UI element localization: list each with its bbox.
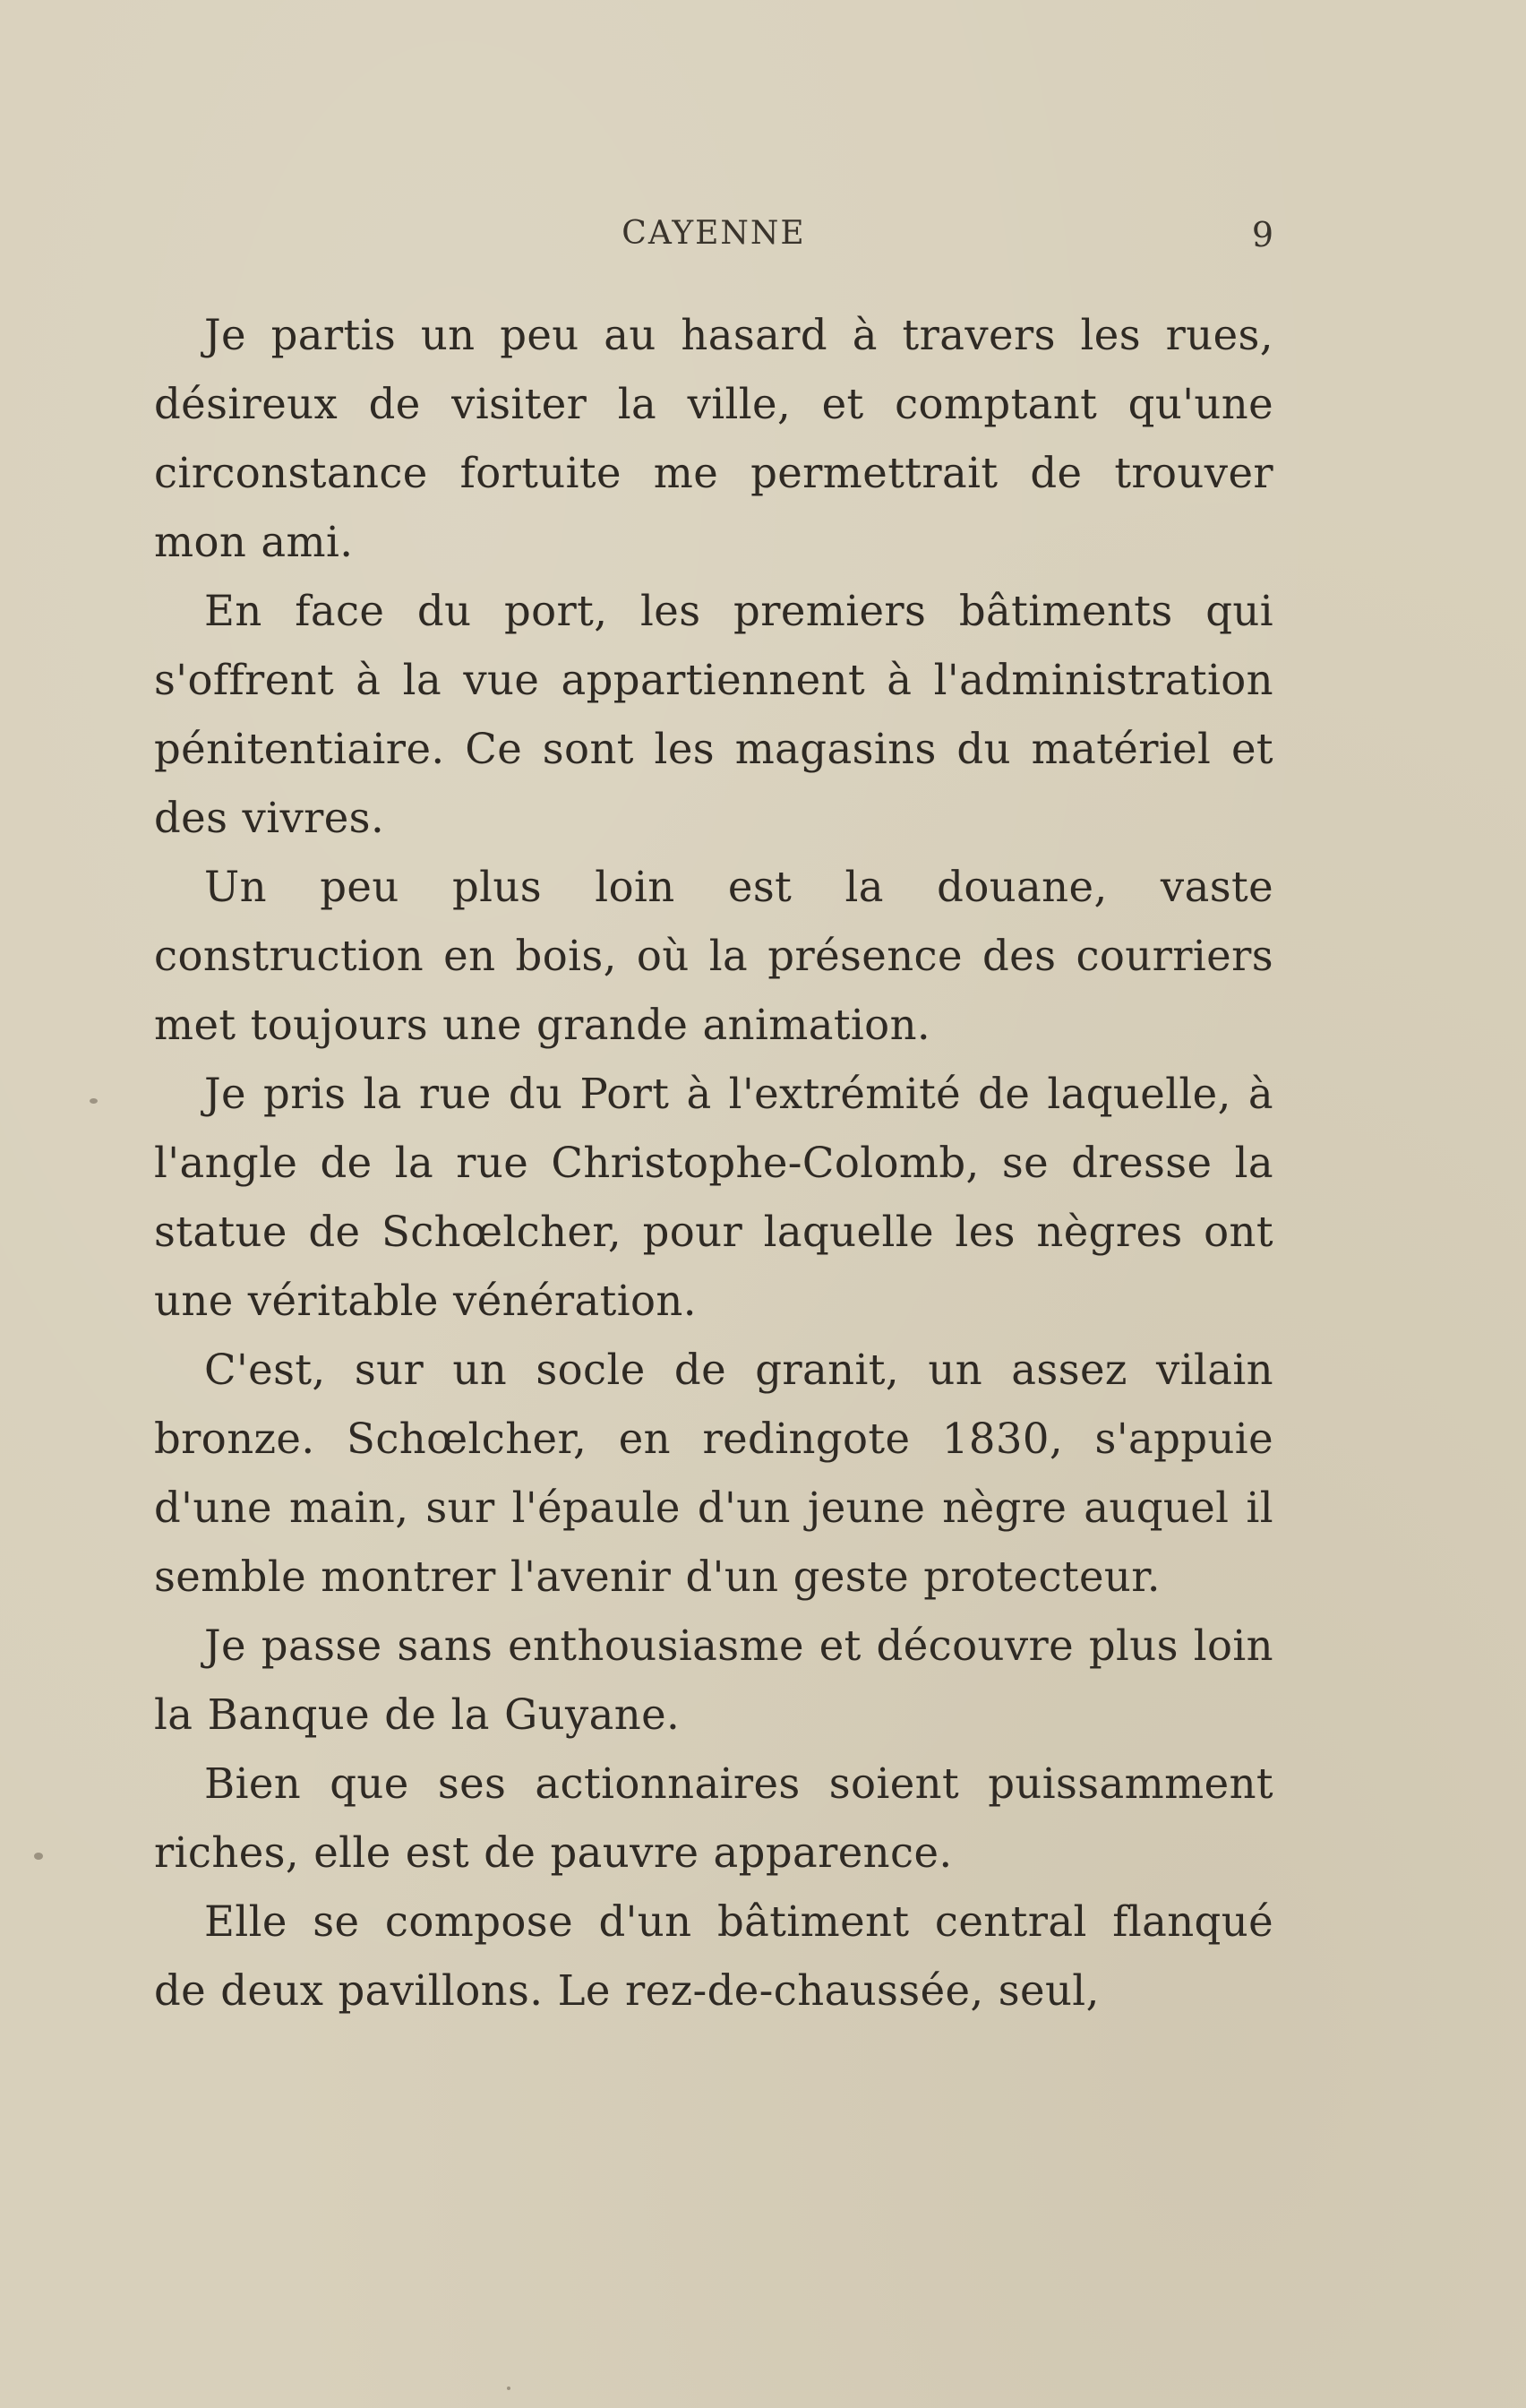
running-head bbox=[154, 215, 1273, 269]
paragraph-6: Je passe sans enthousiasme et découvre plus loin la Banque de la Guyane. bbox=[154, 1621, 1273, 1739]
body-text bbox=[154, 301, 1273, 2025]
paper-speck bbox=[507, 2386, 510, 2390]
paragraph-1: Je partis un peu au hasard à travers les rues, désireux de visiter la ville, et comptant qu'une circonstance fortuite me permettrait de trouver mon ami. bbox=[154, 311, 1273, 566]
paragraph-2: En face du port, les premiers bâtiments qui s'offrent à la vue appartiennent à l'administration pénitentiaire. Ce sont les magasins du matériel et des vivres. bbox=[154, 587, 1273, 842]
running-title: CAYENNE bbox=[622, 215, 806, 252]
page-number: 9 bbox=[1251, 215, 1273, 254]
paragraph-8: Elle se compose d'un bâtiment central flanqué de deux pavillons. Le rez-de-chaussée, seul, bbox=[154, 1897, 1273, 2015]
paragraph-7: Bien que ses actionnaires soient puissamment riches, elle est de pauvre apparence. bbox=[154, 1759, 1273, 1877]
paragraph-3: Un peu plus loin est la douane, vaste construction en bois, où la présence des courriers met toujours une grande animation. bbox=[154, 863, 1273, 1049]
paper-speck bbox=[34, 1853, 43, 1860]
paper-speck bbox=[90, 1098, 98, 1104]
paragraph-5: C'est, sur un socle de granit, un assez vilain bronze. Schœlcher, en redingote 1830, s'appuie d'une main, sur l'épaule d'un jeune nègre auquel il semble montrer l'avenir d'un geste protecteur. bbox=[154, 1346, 1273, 1601]
paragraph-4: Je pris la rue du Port à l'extrémité de laquelle, à l'angle de la rue Christophe-Colomb, se dresse la statue de Schœlcher, pour laquelle les nègres ont une véritable vénération. bbox=[154, 1070, 1273, 1325]
